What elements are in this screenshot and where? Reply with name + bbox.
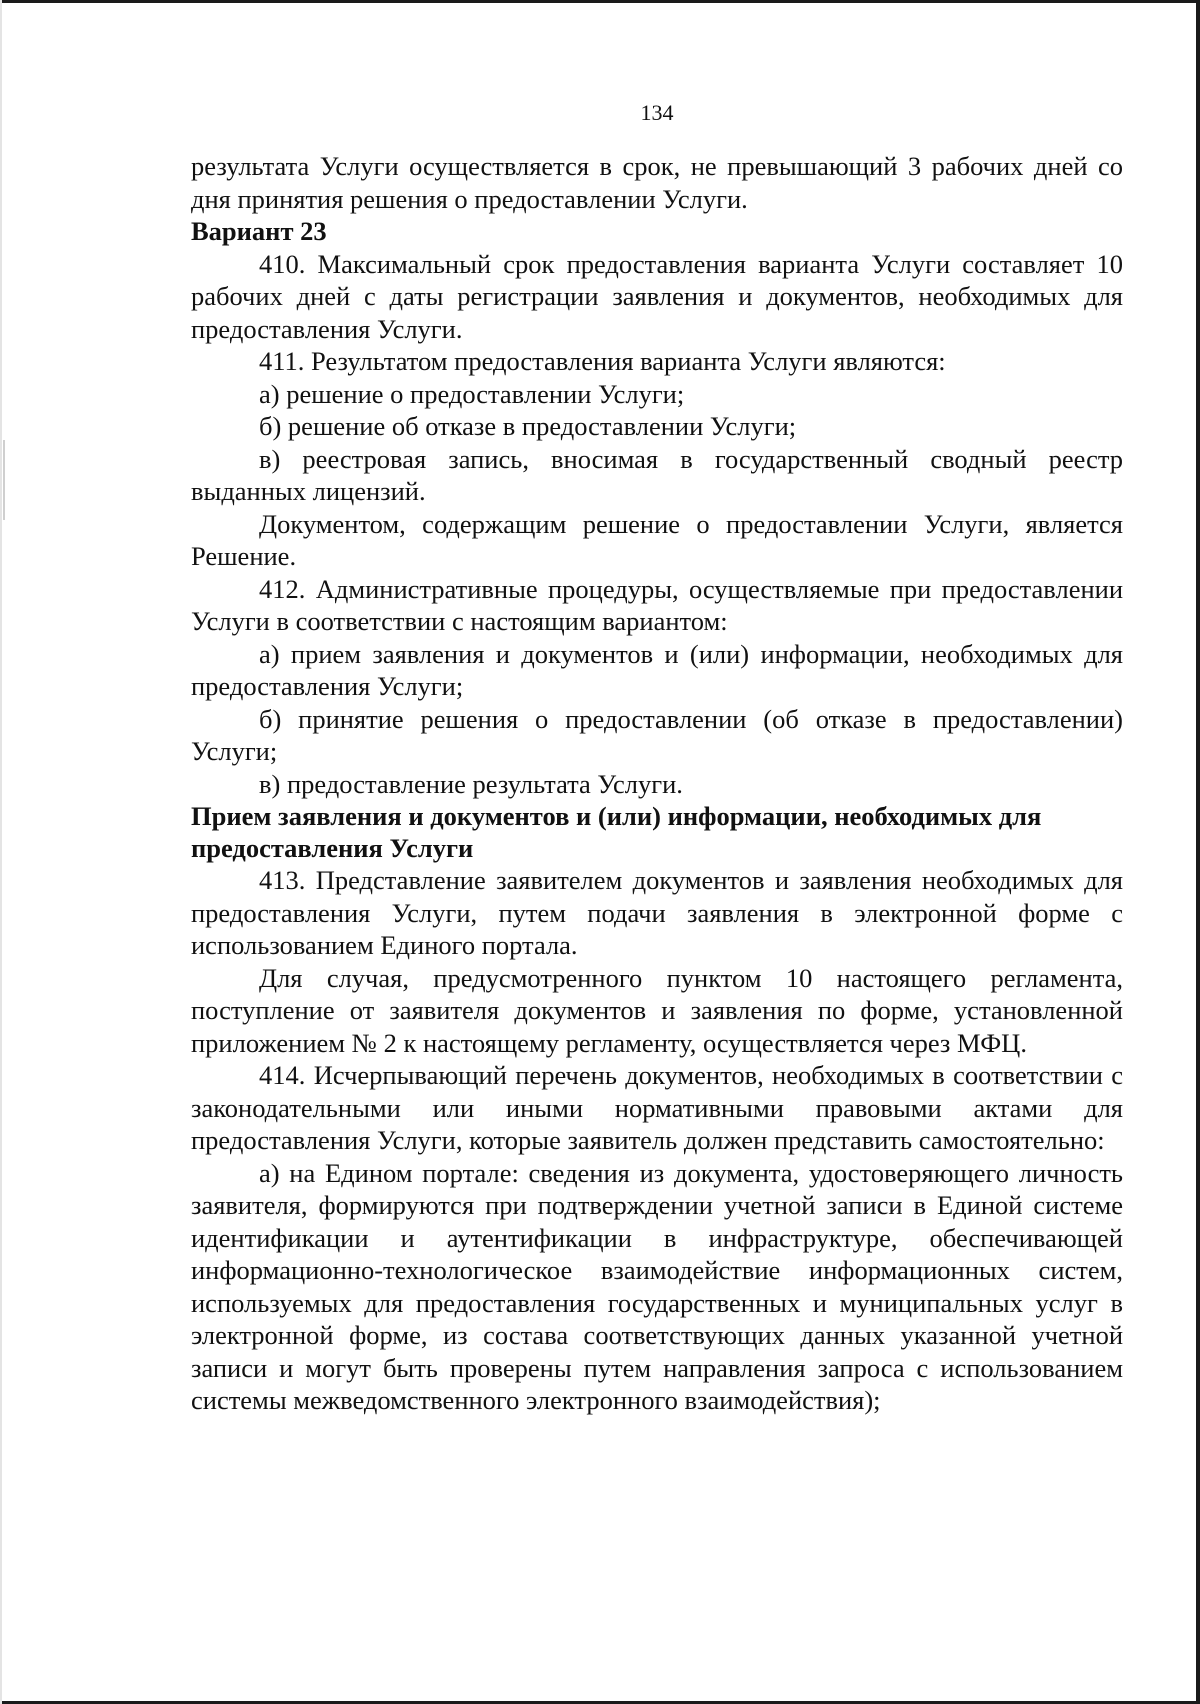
- continuation-paragraph: результата Услуги осуществляется в срок, не превышающий 3 рабочих дней со дня принятия решения о предоставлении Услуги.: [191, 151, 1123, 214]
- scan-border-top: [0, 0, 1200, 3]
- paragraph-410: 410. Максимальный срок предоставления варианта Услуги составляет 10 рабочих дней с даты регистрации заявления и документов, необходимых для предоставления Услуги.: [191, 248, 1123, 344]
- paragraph-item-10-case: Для случая, предусмотренного пунктом 10 настоящего регламента, поступление от заявителя документов и заявления по форме, установленной приложением № 2 к настоящему регламенту, осуществляется через МФЦ.: [191, 962, 1123, 1058]
- variant-heading: Вариант 23: [191, 216, 327, 246]
- scan-border-left: [0, 0, 2, 1704]
- list-item-411-b: б) решение об отказе в предоставлении Услуги;: [259, 411, 797, 441]
- section-heading-line-2: предоставления Услуги: [191, 833, 474, 863]
- scan-artifact: [3, 440, 5, 520]
- list-item-414-a: а) на Едином портале: сведения из документа, удостоверяющего личность заявителя, формируются при подтверждении учетной записи в Единой системе идентификации и аутентификации в инфраструктуре, обеспечивающей информационно-технологическое взаимодействие информационных систем, используемых для предоставления государственных и муниципальных услуг в электронной форме, из состава соответствующих данных указанной учетной записи и могут быть проверены путем направления запроса с использованием системы межведомственного электронного взаимодействия);: [191, 1157, 1123, 1415]
- section-heading: [191, 800, 1123, 864]
- list-item-411-v: в) реестровая запись, вносимая в государственный сводный реестр выданных лицензий.: [191, 443, 1123, 506]
- document-body: [191, 150, 1123, 1417]
- page-number: 134: [640, 100, 674, 125]
- list-item-412-b: б) принятие решения о предоставлении (об отказе в предоставлении) Услуги;: [191, 703, 1123, 766]
- paragraph-411: 411. Результатом предоставления варианта Услуги являются:: [259, 346, 946, 376]
- paragraph-412: 412. Административные процедуры, осуществляемые при предоставлении Услуги в соответствии с настоящим вариантом:: [191, 573, 1123, 636]
- paragraph-decision-document: Документом, содержащим решение о предоставлении Услуги, является Решение.: [191, 508, 1123, 571]
- scan-border-right: [1196, 0, 1200, 1704]
- list-item-412-a: а) прием заявления и документов и (или) информации, необходимых для предоставления Услуги;: [191, 638, 1123, 701]
- paragraph-413: 413. Представление заявителем документов и заявления необходимых для предоставления Услуги, путем подачи заявления в электронной форме с использованием Единого портала.: [191, 865, 1123, 960]
- section-heading-line-1: Прием заявления и документов и (или) информации, необходимых для: [191, 801, 1042, 831]
- list-item-411-a: а) решение о предоставлении Услуги;: [259, 378, 685, 409]
- paragraph-414: 414. Исчерпывающий перечень документов, необходимых в соответствии с законодательными или иными нормативными правовыми актами для предоставления Услуги, которые заявитель должен представить самостоятельно:: [191, 1060, 1123, 1155]
- list-item-412-v: в) предоставление результата Услуги.: [259, 768, 683, 799]
